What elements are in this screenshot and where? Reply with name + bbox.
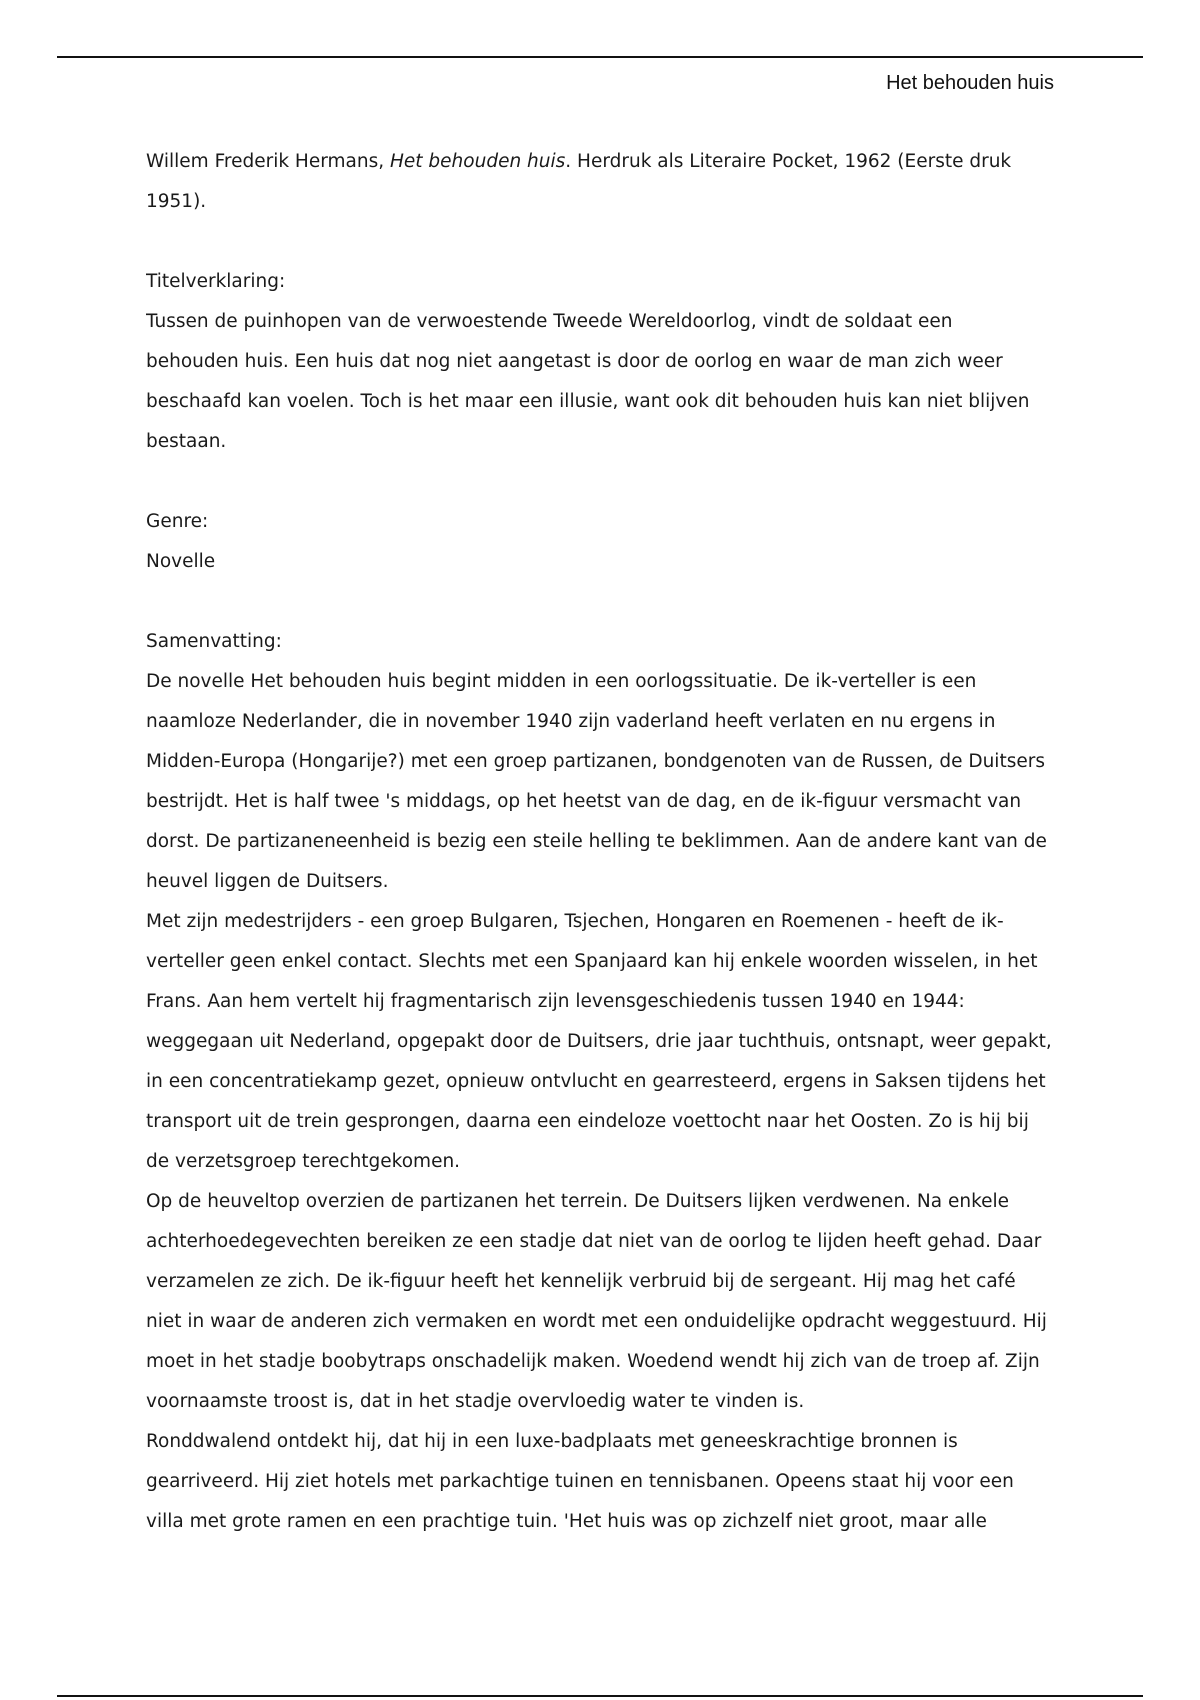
citation-line-2: 1951). <box>146 191 207 212</box>
text-line: villa met grote ramen en een prachtige tuin. 'Het huis was op zichzelf niet groot, maar alle <box>146 1511 987 1532</box>
text-line: voornaamste troost is, dat in het stadje overvloedig water te vinden is. <box>146 1391 805 1412</box>
document-body <box>146 142 1066 1542</box>
text-line: in een concentratiekamp gezet, opnieuw ontvlucht en gearresteerd, ergens in Saksen tijdens het <box>146 1071 1046 1092</box>
text-line: Tussen de puinhopen van de verwoestende Tweede Wereldoorlog, vindt de soldaat een <box>146 311 953 332</box>
text-line: transport uit de trein gesprongen, daarna een eindeloze voettocht naar het Oosten. Zo is hij bij <box>146 1111 1029 1132</box>
section-heading-samenvatting: Samenvatting: <box>146 631 282 652</box>
section-heading-titelverklaring: Titelverklaring: <box>146 271 286 292</box>
text-line: beschaafd kan voelen. Toch is het maar een illusie, want ook dit behouden huis kan niet blijven <box>146 391 1030 412</box>
text-line: Midden-Europa (Hongarije?) met een groep partizanen, bondgenoten van de Russen, de Duitsers <box>146 751 1045 772</box>
text-line: de verzetsgroep terechtgekomen. <box>146 1151 461 1172</box>
paragraph-gap <box>146 582 1066 622</box>
running-header-title: Het behouden huis <box>886 72 1054 94</box>
text-line: verzamelen ze zich. De ik-figuur heeft het kennelijk verbruid bij de sergeant. Hij mag het café <box>146 1271 1016 1292</box>
footer-rule <box>57 1695 1143 1697</box>
text-line: naamloze Nederlander, die in november 1940 zijn vaderland heeft verlaten en nu ergens in <box>146 711 996 732</box>
text-line: moet in het stadje boobytraps onschadelijk maken. Woedend wendt hij zich van de troep af. Zijn <box>146 1351 1040 1372</box>
paragraph-gap <box>146 462 1066 502</box>
text-line: De novelle Het behouden huis begint midden in een oorlogssituatie. De ik-verteller is een <box>146 671 977 692</box>
citation-details: . Herdruk als Literaire Pocket, 1962 (Eerste druk <box>565 151 1012 172</box>
section-heading-genre: Genre: <box>146 511 209 532</box>
header-rule <box>57 56 1143 58</box>
text-line: achterhoedegevechten bereiken ze een stadje dat niet van de oorlog te lijden heeft gehad. Daar <box>146 1231 1042 1252</box>
text-line: Op de heuveltop overzien de partizanen het terrein. De Duitsers lijken verdwenen. Na enkele <box>146 1191 1010 1212</box>
text-line: verteller geen enkel contact. Slechts met een Spanjaard kan hij enkele woorden wisselen, in het <box>146 951 1038 972</box>
text-line: dorst. De partizaneneenheid is bezig een steile helling te beklimmen. Aan de andere kant van de <box>146 831 1047 852</box>
text-line: Ronddwalend ontdekt hij, dat hij in een luxe-badplaats met geneeskrachtige bronnen is <box>146 1431 958 1452</box>
text-line: bestaan. <box>146 431 227 452</box>
text-line: niet in waar de anderen zich vermaken en wordt met een onduidelijke opdracht weggestuurd. Hij <box>146 1311 1047 1332</box>
text-line: Novelle <box>146 551 216 572</box>
section-body-titelverklaring <box>146 302 1066 462</box>
citation-line-1 <box>146 142 1066 182</box>
section-body-genre <box>146 542 1066 582</box>
text-line: bestrijdt. Het is half twee 's middags, op het heetst van de dag, en de ik-figuur versmacht van <box>146 791 1022 812</box>
section-body-samenvatting <box>146 662 1066 1542</box>
text-line: weggegaan uit Nederland, opgepakt door de Duitsers, drie jaar tuchthuis, ontsnapt, weer gepakt, <box>146 1031 1052 1052</box>
citation-author: Willem Frederik Hermans, <box>146 151 385 172</box>
text-line: gearriveerd. Hij ziet hotels met parkachtige tuinen en tennisbanen. Opeens staat hij voor een <box>146 1471 1014 1492</box>
text-line: behouden huis. Een huis dat nog niet aangetast is door de oorlog en waar de man zich weer <box>146 351 1003 372</box>
text-line: Frans. Aan hem vertelt hij fragmentarisch zijn levensgeschiedenis tussen 1940 en 1944: <box>146 991 965 1012</box>
text-line: Met zijn medestrijders - een groep Bulgaren, Tsjechen, Hongaren en Roemenen - heeft de ik- <box>146 911 1004 932</box>
text-line: heuvel liggen de Duitsers. <box>146 871 389 892</box>
citation-title: Het behouden huis <box>390 151 566 172</box>
paragraph-gap <box>146 222 1066 262</box>
